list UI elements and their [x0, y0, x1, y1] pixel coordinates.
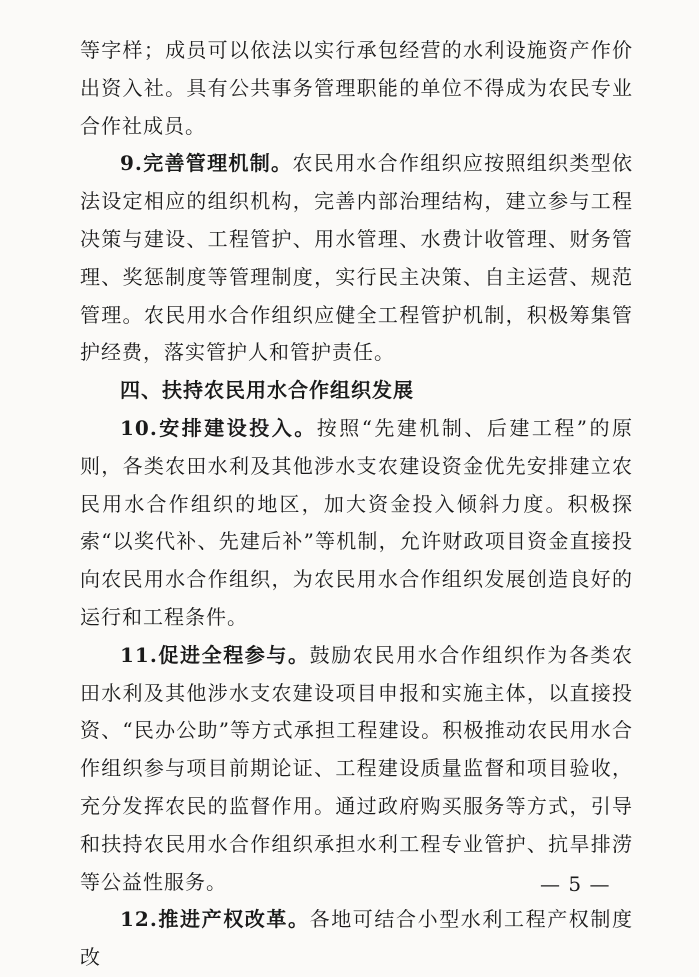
- paragraph-lead: 12.推进产权改革。: [120, 907, 310, 932]
- paragraph-lead: 11.促进全程参与。: [120, 642, 310, 667]
- paragraph-text: 农民用水合作组织应按照组织类型依法设定相应的组织机构，完善内部治理结构，建立参与工程决策与建设、工程管护、用水管理、水费计收管理、财务管理、奖惩制度等管理制度，实行民主决策、自主运营、规范管理。农民用水合作组织应健全工程管护机制，积极筹集管护经费，落实管护人和管护责任。: [80, 151, 633, 365]
- paragraph-text: 等字样；成员可以依法以实行承包经营的水利设施资产作价出资入社。具有公共事务管理职能的单位不得成为农民专业合作社成员。: [80, 38, 633, 138]
- paragraph-text: 按照“先建机制、后建工程”的原则，各类农田水利及其他涉水支农建设资金优先安排建立农民用水合作组织的地区，加大资金投入倾斜力度。积极探索“以奖代补、先建后补”等机制，允许财政项目资金直接投向农民用水合作组织，为农民用水合作组织发展创造良好的运行和工程条件。: [80, 415, 634, 629]
- paragraph-item-9: [80, 145, 633, 372]
- paragraph-item-10: [80, 410, 633, 637]
- paragraph-lead: 9.完善管理机制。: [120, 151, 293, 176]
- paragraph-item-11: [80, 637, 633, 902]
- paragraph-item-12: [80, 901, 633, 977]
- paragraph-continuation: [80, 32, 633, 145]
- paragraph-lead: 10.安排建设投入。: [120, 415, 317, 440]
- section-heading-4: 四、扶持农民用水合作组织发展: [120, 378, 414, 403]
- paragraph-text: 各地可结合小型水利工程产权制度改: [80, 907, 634, 970]
- page-number: — 5 —: [540, 872, 611, 896]
- paragraph-text: 鼓励农民用水合作组织作为各类农田水利及其他涉水支农建设项目申报和实施主体，以直接投资、“民办公助”等方式承担工程建设。积极推动农民用水合作组织参与项目前期论证、工程建设质量监督和项目验收，充分发挥农民的监督作用。通过政府购买服务等方式，引导和扶持农民用水合作组织承担水利工程专业管护、抗旱排涝等公益性服务。: [80, 642, 634, 894]
